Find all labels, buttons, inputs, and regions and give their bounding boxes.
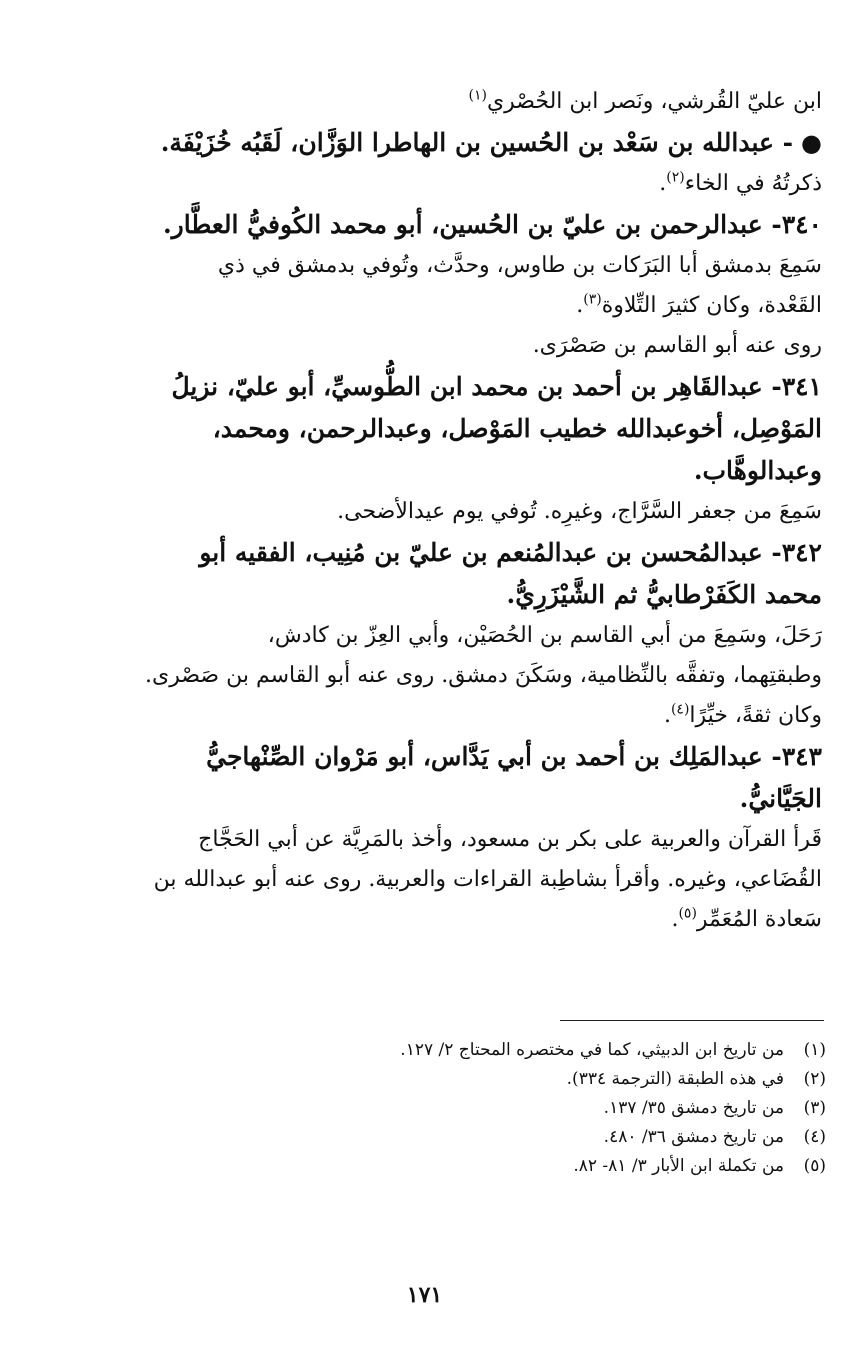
body-line: روى عنه أبو القاسم بن صَصْرَى. [532,333,822,358]
body-line: سَمِعَ بدمشق أبا البَرَكات بن طاوس، وحدَّث، وتُوفي بدمشق في ذي [217,253,822,278]
footnotes [300,1036,826,1181]
entry-heading-343: ٣٤٣- عبدالمَلِك بن أحمد بن أبي يَدَّاس، أبو مَرْوان الصِّنْهاجيُّ [206,742,822,771]
body-line [72,164,822,204]
text-span: ابن عليّ القُرشي، ونَصر ابن الحُصْري [486,89,822,114]
body-line: القُضَاعي، وغيره. وأقرأ بشاطِبة القراءات والعربية. روى عنه أبو عبدالله بن [153,867,822,892]
page-number: ١٧١ [406,1282,443,1308]
footnote-item [300,1094,826,1123]
entry-heading-abdullah [72,122,822,164]
entry-heading-341: ٣٤١- عبدالقَاهِر بن أحمد بن محمد ابن الطُّوسيِّ، أبو عليّ، نزيلُ [171,372,822,401]
footnote-ref: (٢) [666,169,685,186]
footnote-ref: (٤) [670,701,690,718]
text-span: سَعادة المُعَمِّر [696,907,822,932]
footnote-ref: (٣) [583,291,602,308]
footnote-number: (١) [803,1040,826,1060]
bullet-icon: ● [801,128,822,157]
text-span: . [576,293,584,318]
main-text [72,82,822,940]
body-line: قَرأ القرآن والعربية على بكر بن مسعود، وأخذ بالمَرِيَّة عن أبي الحَجَّاج [198,827,822,852]
entry-heading-341-cont: المَوْصِل، أخوعبدالله خطيب المَوْصل، وعبدالرحمن، ومحمد، [212,414,822,443]
body-line: رَحَلَ، وسَمِعَ من أبي القاسم بن الحُصَيْن، وأبي العِزّ بن كادش، [267,623,822,648]
footnote-text: من تاريخ ابن الدبيثي، كما في مختصره المحتاج ٢/ ١٢٧. [400,1040,784,1060]
body-line [72,696,822,736]
footnote-number: (٢) [803,1069,826,1089]
footnote-item [300,1123,826,1152]
footnote-ref: (٥) [678,905,697,922]
entry-heading-342: ٣٤٢- عبدالمُحسن بن عبدالمُنعم بن عليّ بن مُنِيب، الفقيه أبو [199,538,822,567]
footnote-text: في هذه الطبقة (الترجمة ٣٣٤). [566,1069,784,1089]
body-line: وطبقتِهما، وتفقَّه بالنِّظامية، وسَكَنَ دمشق. روى عنه أبو القاسم بن صَصْرى. [144,663,822,688]
entry-heading-343-cont: الجَيَّانيُّ. [739,784,822,813]
footnote-text: من تاريخ دمشق ٣٥/ ١٣٧. [603,1098,784,1118]
footnote-divider [560,1020,824,1021]
text-span: ذكرتُهُ في الخاء [684,171,822,196]
text-span: . [671,907,679,932]
continuation-line [72,82,822,122]
entry-heading-341-end: وعبدالوهَّاب. [693,456,822,485]
footnote-text: من تكملة ابن الأبار ٣/ ٨١- ٨٢. [573,1156,784,1176]
footnote-number: (٤) [803,1127,826,1147]
text-span: وكان ثقةً، خيِّرًا [689,703,822,728]
body-line [72,900,822,940]
text-span: القَعْدة، وكان كثيرَ التِّلاوة [601,293,822,318]
footnote-text: من تاريخ دمشق ٣٦/ ٤٨٠. [603,1127,784,1147]
footnote-number: (٥) [803,1156,826,1176]
footnote-item [300,1152,826,1181]
footnote-number: (٣) [803,1098,826,1118]
entry-heading-text: - عبدالله بن سَعْد بن الحُسين بن الهاطرا الوَزَّان، لَقَبُه خُزَيْفَة. [160,128,794,157]
footnote-item [300,1036,826,1065]
footnote-item [300,1065,826,1094]
text-span: . [659,171,667,196]
entry-heading-340: ٣٤٠- عبدالرحمن بن عليّ بن الحُسين، أبو محمد الكُوفيُّ العطَّار. [162,210,822,239]
text-span: . [663,703,671,728]
footnote-ref: (١) [468,87,487,104]
body-line [72,286,822,326]
entry-heading-342-cont: محمد الكَفَرْطابيُّ ثم الشَّيْزَرِيُّ. [506,580,822,609]
body-line: سَمِعَ من جعفر السَّرَّاج، وغيرِه. تُوفي يوم عيدالأضحى. [337,499,822,524]
